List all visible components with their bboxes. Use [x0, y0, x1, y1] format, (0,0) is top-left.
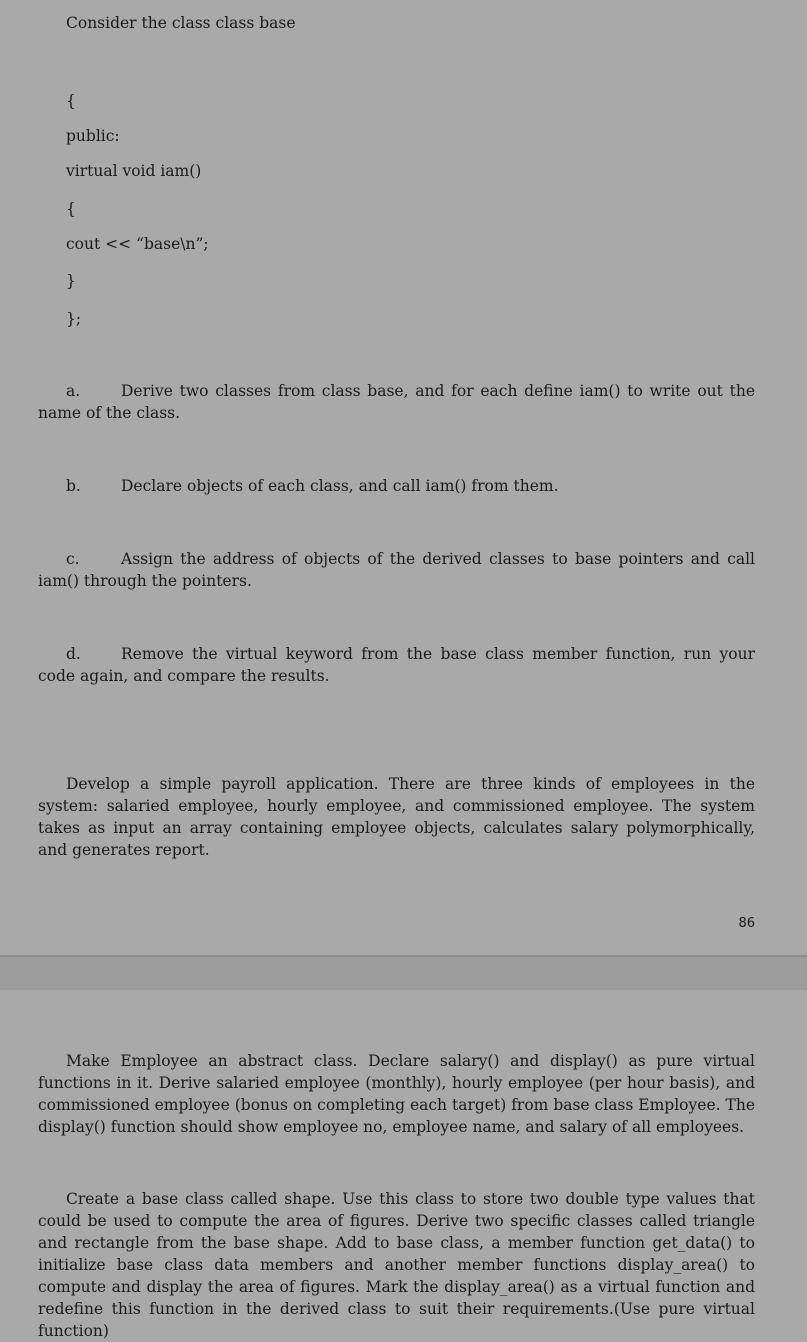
intro-text: Consider the class class base	[66, 14, 296, 32]
code-line: cout << “base\n”;	[66, 235, 209, 253]
code-line: {	[66, 92, 76, 110]
item-text: Assign the address of objects of the derived classes to base pointers and call iam() through the pointers.	[38, 550, 755, 590]
item-marker: a.	[66, 382, 81, 400]
exercise-item-d	[38, 643, 755, 687]
document-page-87	[0, 990, 807, 1340]
shape-exercise: Create a base class called shape. Use this class to store two double type values that could be used to compute the area of figures. Derive two specific classes called triangle and rectangle from the base shape. Add to base class, a member function get_data() to initialize base class data members and another member functions display_area() to compute and display the area of figures. Mark the display_area() as a virtual function and redefine this function in the derived class to suit their requirements.(Use pure virtual function)	[38, 1190, 755, 1340]
exercise-item-a	[38, 380, 755, 424]
code-line: }	[66, 272, 76, 290]
item-marker: d.	[66, 645, 81, 663]
item-marker: c.	[66, 550, 80, 568]
code-line: {	[66, 200, 76, 218]
page-number: 86	[738, 916, 755, 931]
exercise-item-c	[38, 548, 755, 592]
code-line: };	[66, 310, 82, 328]
page-separator	[0, 955, 807, 990]
item-text: Derive two classes from class base, and for each define iam() to write out the name of the class.	[38, 382, 755, 422]
item-marker: b.	[66, 477, 81, 495]
payroll-exercise: Develop a simple payroll application. There are three kinds of employees in the system: salaried employee, hourly employee, and commissioned employee. The system takes as input an array containing employee objects, calculates salary polymorphically, and generates report.	[38, 775, 755, 859]
code-line: virtual void iam()	[66, 162, 202, 180]
code-line: public:	[66, 127, 120, 145]
item-text: Declare objects of each class, and call iam() from them.	[121, 477, 559, 495]
employee-exercise: Make Employee an abstract class. Declare salary() and display() as pure virtual functions in it. Derive salaried employee (monthly), hourly employee (per hour basis), and commissioned employee (bonus on completing each target) from base class Employee. The display() function should show employee no, employee name, and salary of all employees.	[38, 1052, 755, 1136]
exercise-item-b	[38, 475, 755, 497]
item-text: Remove the virtual keyword from the base class member function, run your code again, and compare the results.	[38, 645, 755, 685]
